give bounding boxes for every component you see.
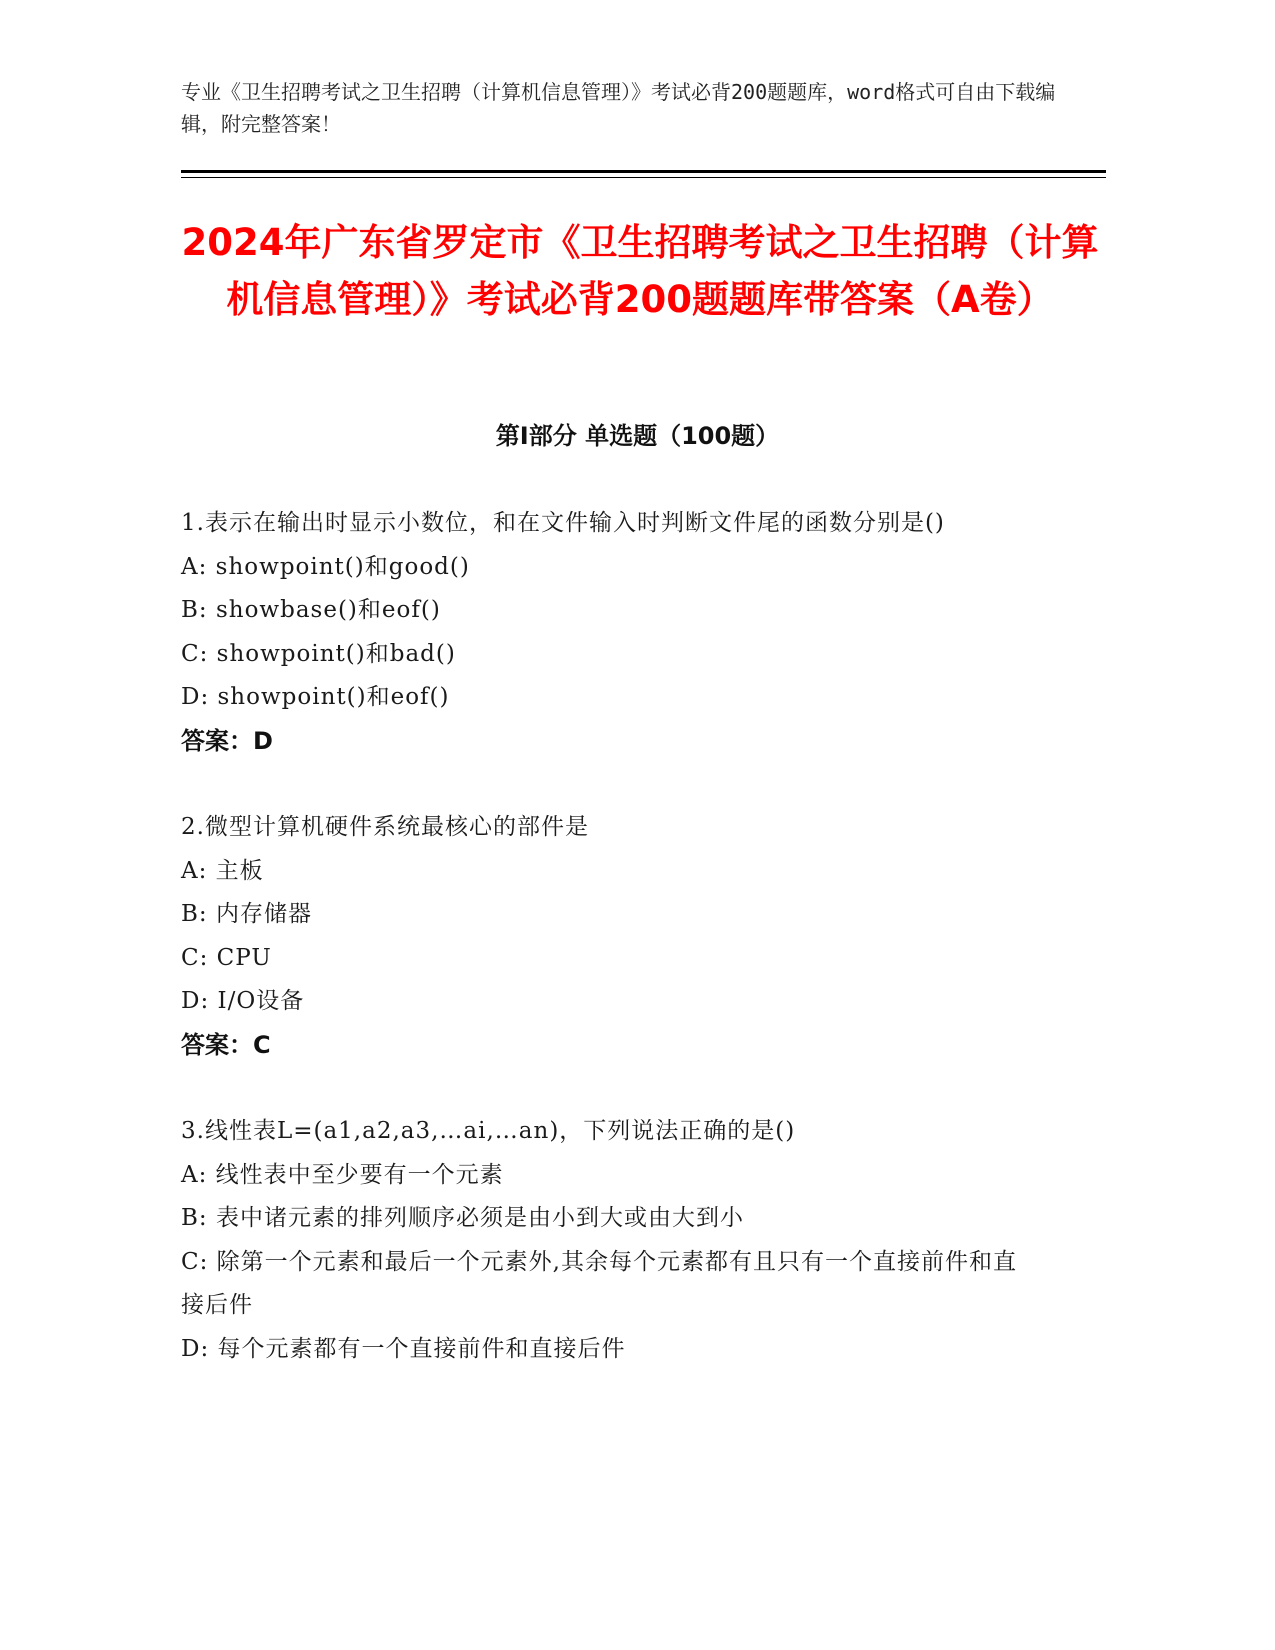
option-c: C: showpoint()和bad() [181, 640, 456, 667]
option-d: D: 每个元素都有一个直接前件和直接后件 [181, 1335, 626, 1362]
question-text: 1.表示在输出时显示小数位，和在文件输入时判断文件尾的函数分别是() [181, 510, 945, 536]
option-b: B: 表中诸元素的排列顺序必须是由小到大或由大到小 [181, 1205, 744, 1231]
option-a: A: 主板 [181, 857, 264, 884]
option-d: D: showpoint()和eof() [181, 684, 450, 710]
question-2 [181, 806, 1021, 1067]
section-heading: 第I部分 单选题（100题） [495, 422, 780, 450]
option-c: C: CPU [181, 944, 272, 971]
option-b: B: 内存储器 [181, 901, 312, 927]
header-note: 专业《卫生招聘考试之卫生招聘（计算机信息管理）》考试必背200题题库，word格式可自由下载编辑，附完整答案！ [181, 80, 1056, 136]
option-a: A: 线性表中至少要有一个元素 [181, 1161, 504, 1188]
header-rule-thick [181, 170, 1106, 173]
question-text: 2.微型计算机硬件系统最核心的部件是 [181, 814, 589, 840]
question-list [181, 502, 1021, 1414]
header-rule-thin [181, 177, 1106, 178]
question-1 [181, 502, 1021, 763]
question-3 [181, 1110, 1021, 1371]
option-c: C: 除第一个元素和最后一个元素外,其余每个元素都有且只有一个直接前件和直接后件 [181, 1248, 1017, 1318]
question-text: 3.线性表L=(a1,a2,a3,…ai,…an)，下列说法正确的是() [181, 1118, 796, 1144]
option-a: A: showpoint()和good() [181, 553, 470, 580]
answer-line: 答案：D [181, 726, 273, 755]
option-d: D: I/O设备 [181, 988, 305, 1014]
option-b: B: showbase()和eof() [181, 597, 441, 623]
answer-line: 答案：C [181, 1030, 271, 1059]
document-title: 2024年广东省罗定市《卫生招聘考试之卫生招聘（计算机信息管理）》考试必背200题题库带答案（A卷） [181, 221, 1099, 321]
